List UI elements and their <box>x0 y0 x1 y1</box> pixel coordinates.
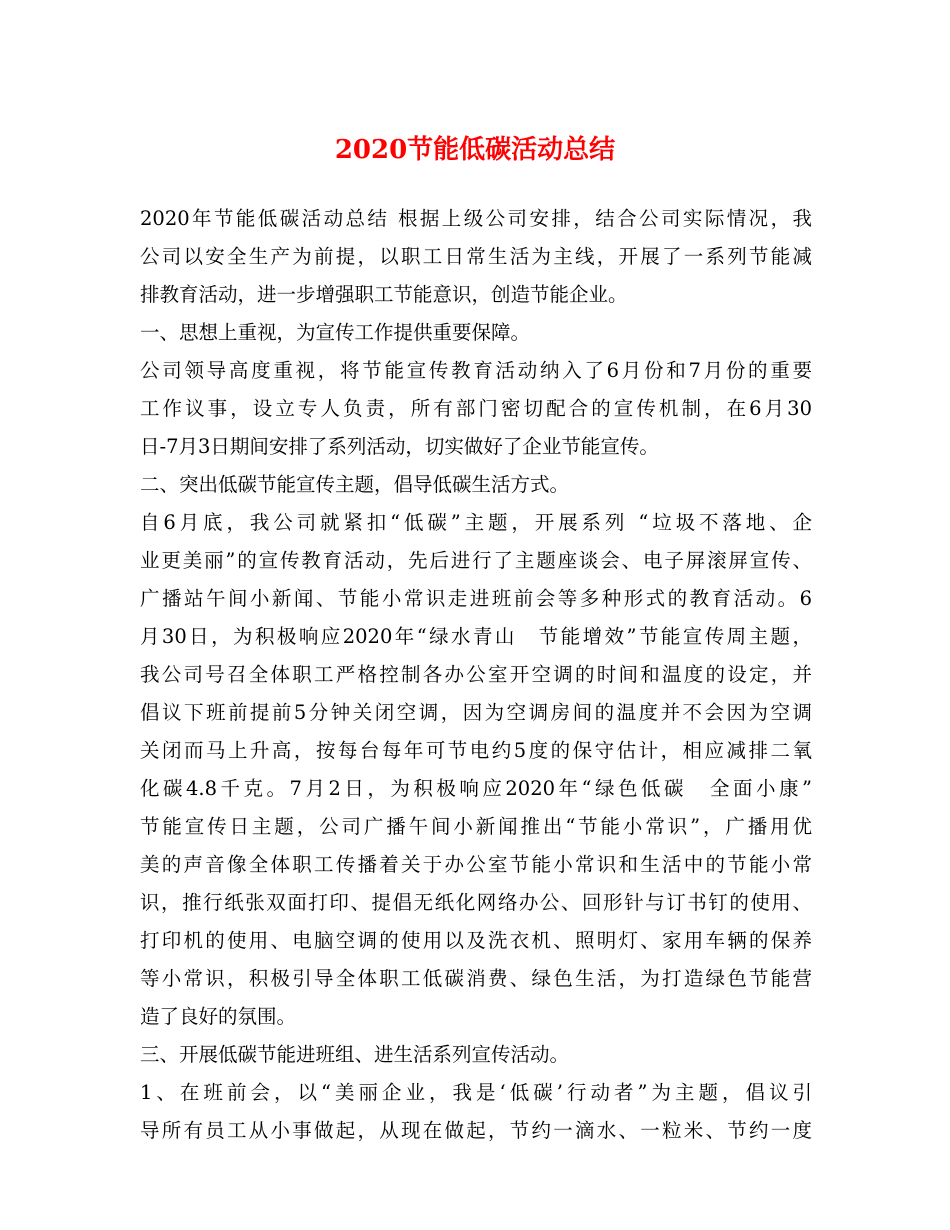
body-line: 2020年节能低碳活动总结 根据上级公司安排，结合公司实际情况，我 <box>140 207 812 230</box>
body-line: 业更美丽”的宣传教育活动，先后进行了主题座谈会、电子屏滚屏宣传、 <box>140 549 812 572</box>
body-line: 识，推行纸张双面打印、提倡无纸化网络办公、回形针与订书钉的使用、 <box>140 891 812 914</box>
body-line: 公司领导高度重视，将节能宣传教育活动纳入了6月份和7月份的重要 <box>140 359 812 382</box>
body-line: 化碳4.8千克。7月2日，为积极响应2020年“绿色低碳 全面小康” <box>140 777 812 800</box>
body-line: 工作议事，设立专人负责，所有部门密切配合的宣传机制，在6月30 <box>140 397 812 420</box>
body-line: 日-7月3日期间安排了系列活动，切实做好了企业节能宣传。 <box>140 435 659 458</box>
body-line: 倡议下班前提前5分钟关闭空调，因为空调房间的温度并不会因为空调 <box>140 701 812 724</box>
body-line: 节能宣传日主题，公司广播午间小新闻推出“节能小常识”，广播用优 <box>140 815 812 838</box>
body-line: 三、开展低碳节能进班组、进生活系列宣传活动。 <box>140 1043 570 1066</box>
body-line: 广播站午间小新闻、节能小常识走进班前会等多种形式的教育活动。6 <box>140 587 812 610</box>
body-line: 公司以安全生产为前提，以职工日常生活为主线，开展了一系列节能减 <box>140 245 812 268</box>
document-title: 2020节能低碳活动总结 <box>334 135 616 165</box>
body-line: 1、在班前会，以“美丽企业，我是‘低碳’行动者”为主题，倡议引 <box>140 1081 812 1104</box>
body-line: 关闭而马上升高，按每台每年可节电约5度的保守估计，相应减排二氧 <box>140 739 812 762</box>
body-line: 打印机的使用、电脑空调的使用以及洗衣机、照明灯、家用车辆的保养 <box>140 929 812 952</box>
body-line: 等小常识，积极引导全体职工低碳消费、绿色生活，为打造绿色节能营 <box>140 967 812 990</box>
body-line: 二、突出低碳节能宣传主题，倡导低碳生活方式。 <box>140 473 570 496</box>
body-line: 排教育活动，进一步增强职工节能意识，创造节能企业。 <box>140 283 628 306</box>
body-line: 一、思想上重视，为宣传工作提供重要保障。 <box>140 321 531 344</box>
body-line: 月30日，为积极响应2020年“绿水青山 节能增效”节能宣传周主题， <box>140 625 812 648</box>
body-line: 导所有员工从小事做起，从现在做起，节约一滴水、一粒米、节约一度 <box>140 1119 812 1142</box>
body-line: 自6月底，我公司就紧扣“低碳”主题，开展系列 “垃圾不落地、企 <box>140 511 812 534</box>
body-line: 造了良好的氛围。 <box>140 1005 297 1028</box>
body-line: 美的声音像全体职工传播着关于办公室节能小常识和生活中的节能小常 <box>140 853 812 876</box>
body-line: 我公司号召全体职工严格控制各办公室开空调的时间和温度的设定，并 <box>140 663 812 686</box>
document-body <box>140 200 812 1150</box>
